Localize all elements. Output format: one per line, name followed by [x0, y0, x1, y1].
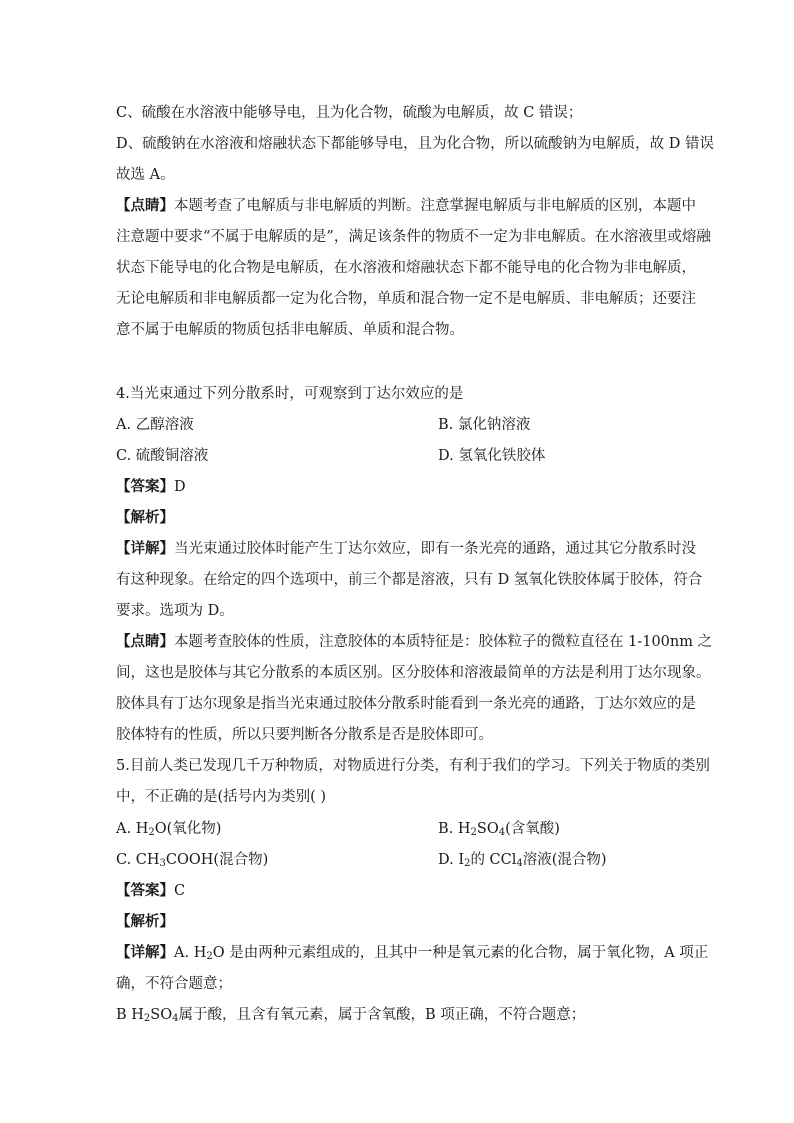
point-text: 本题考查了电解质与非电解质的判断。注意掌握电解质与非电解质的区别，本题中: [174, 198, 696, 214]
point-text: 本题考查胶体的性质，注意胶体的本质特征是：胶体粒子的微粒直径在 1-100nm 之: [174, 634, 713, 650]
question-4-analysis: [116, 509, 686, 527]
question-5-detail: 【详解】A. $H_2O$ 是由两种元素组成的，且其中一种是氧元素的化合物，属于氧化物，A 项正: [116, 944, 709, 962]
answer-tag: 【答案】: [116, 478, 174, 495]
text-line: 状态下能导电的化合物是电解质，在水溶液和熔融状态下都不能导电的化合物为非电解质，: [116, 260, 696, 276]
option-d: D. $I_2$的 CCl$_4$溶液(混合物): [438, 852, 607, 869]
question-4-answer: [116, 478, 686, 496]
detail-tag: 【详解】: [116, 540, 174, 557]
text-line: 要求。选项为 D。: [116, 603, 234, 619]
point-paragraph: [116, 197, 696, 215]
text-line: 有这种现象。在给定的四个选项中，前三个都是溶液，只有 D 氢氧化铁胶体属于胶体，符合: [116, 572, 703, 588]
question-4-detail: [116, 540, 696, 558]
point-tag: 【点睛】: [116, 197, 174, 214]
question-5-stem-cont: 中，不正确的是(括号内为类别( ): [116, 789, 327, 805]
option-d: D. 氢氧化铁胶体: [438, 448, 546, 464]
text-line: 意不属于电解质的物质包括非电解质、单质和混合物。: [116, 322, 464, 338]
analysis-tag: 【解析】: [116, 509, 174, 526]
answer-value: D: [174, 479, 186, 495]
text-line: 确，不符合题意；: [116, 976, 232, 992]
question-4-stem: 4.当光束通过下列分散系时，可观察到丁达尔效应的是: [116, 386, 464, 402]
option-a: A. $H_2O$(氧化物): [116, 821, 222, 838]
answer-tag: 【答案】: [116, 882, 174, 899]
text-line: 间，这也是胶体与其它分散系的本质区别。区分胶体和溶液最简单的方法是利用丁达尔现象。: [116, 665, 711, 681]
option-b: B. 氯化钠溶液: [438, 417, 531, 433]
text-line: C、硫酸在水溶液中能够导电，且为化合物，硫酸为电解质，故 C 错误；: [116, 105, 583, 121]
question-5-stem: 5.目前人类已发现几千万种物质，对物质进行分类，有利于我们的学习。下列关于物质的类别: [116, 758, 710, 774]
detail-tag: 【详解】: [116, 944, 174, 961]
point-tag: 【点睛】: [116, 633, 174, 650]
text-line: 无论电解质和非电解质都一定为化合物，单质和混合物一定不是电解质、非电解质；还要注: [116, 291, 696, 307]
detail-text: 当光束通过胶体时能产生丁达尔效应，即有一条光亮的通路，通过其它分散系时没: [174, 541, 696, 557]
option-b: B. $H_2SO_4$(含氧酸): [438, 821, 560, 838]
text-line: 胶体具有丁达尔现象是指当光束通过胶体分散系时能看到一条光亮的通路，丁达尔效应的是: [116, 696, 696, 712]
option-a: A. 乙醇溶液: [116, 417, 194, 433]
text-line: D、硫酸钠在水溶液和熔融状态下都能够导电，且为化合物，所以硫酸钠为电解质，故 D 错误: [116, 136, 714, 152]
answer-value: C: [174, 883, 186, 899]
option-c: C. $CH_3COOH$(混合物): [116, 852, 269, 869]
text-line: B $H_2SO_4$属于酸，且含有氧元素，属于含氧酸，B 项正确，不符合题意；: [116, 1007, 586, 1024]
question-4-point: [116, 633, 713, 651]
question-5-answer: [116, 882, 686, 900]
text-line: 胶体特有的性质，所以只要判断各分散系是否是胶体即可。: [116, 727, 493, 743]
option-c: C. 硫酸铜溶液: [116, 448, 209, 464]
question-5-analysis: [116, 913, 686, 931]
text-line: 注意题中要求“不属于电解质的是”，满足该条件的物质不一定为非电解质。在水溶液里或熔融: [116, 229, 711, 245]
analysis-tag: 【解析】: [116, 913, 174, 930]
text-line: 故选 A。: [116, 167, 175, 183]
